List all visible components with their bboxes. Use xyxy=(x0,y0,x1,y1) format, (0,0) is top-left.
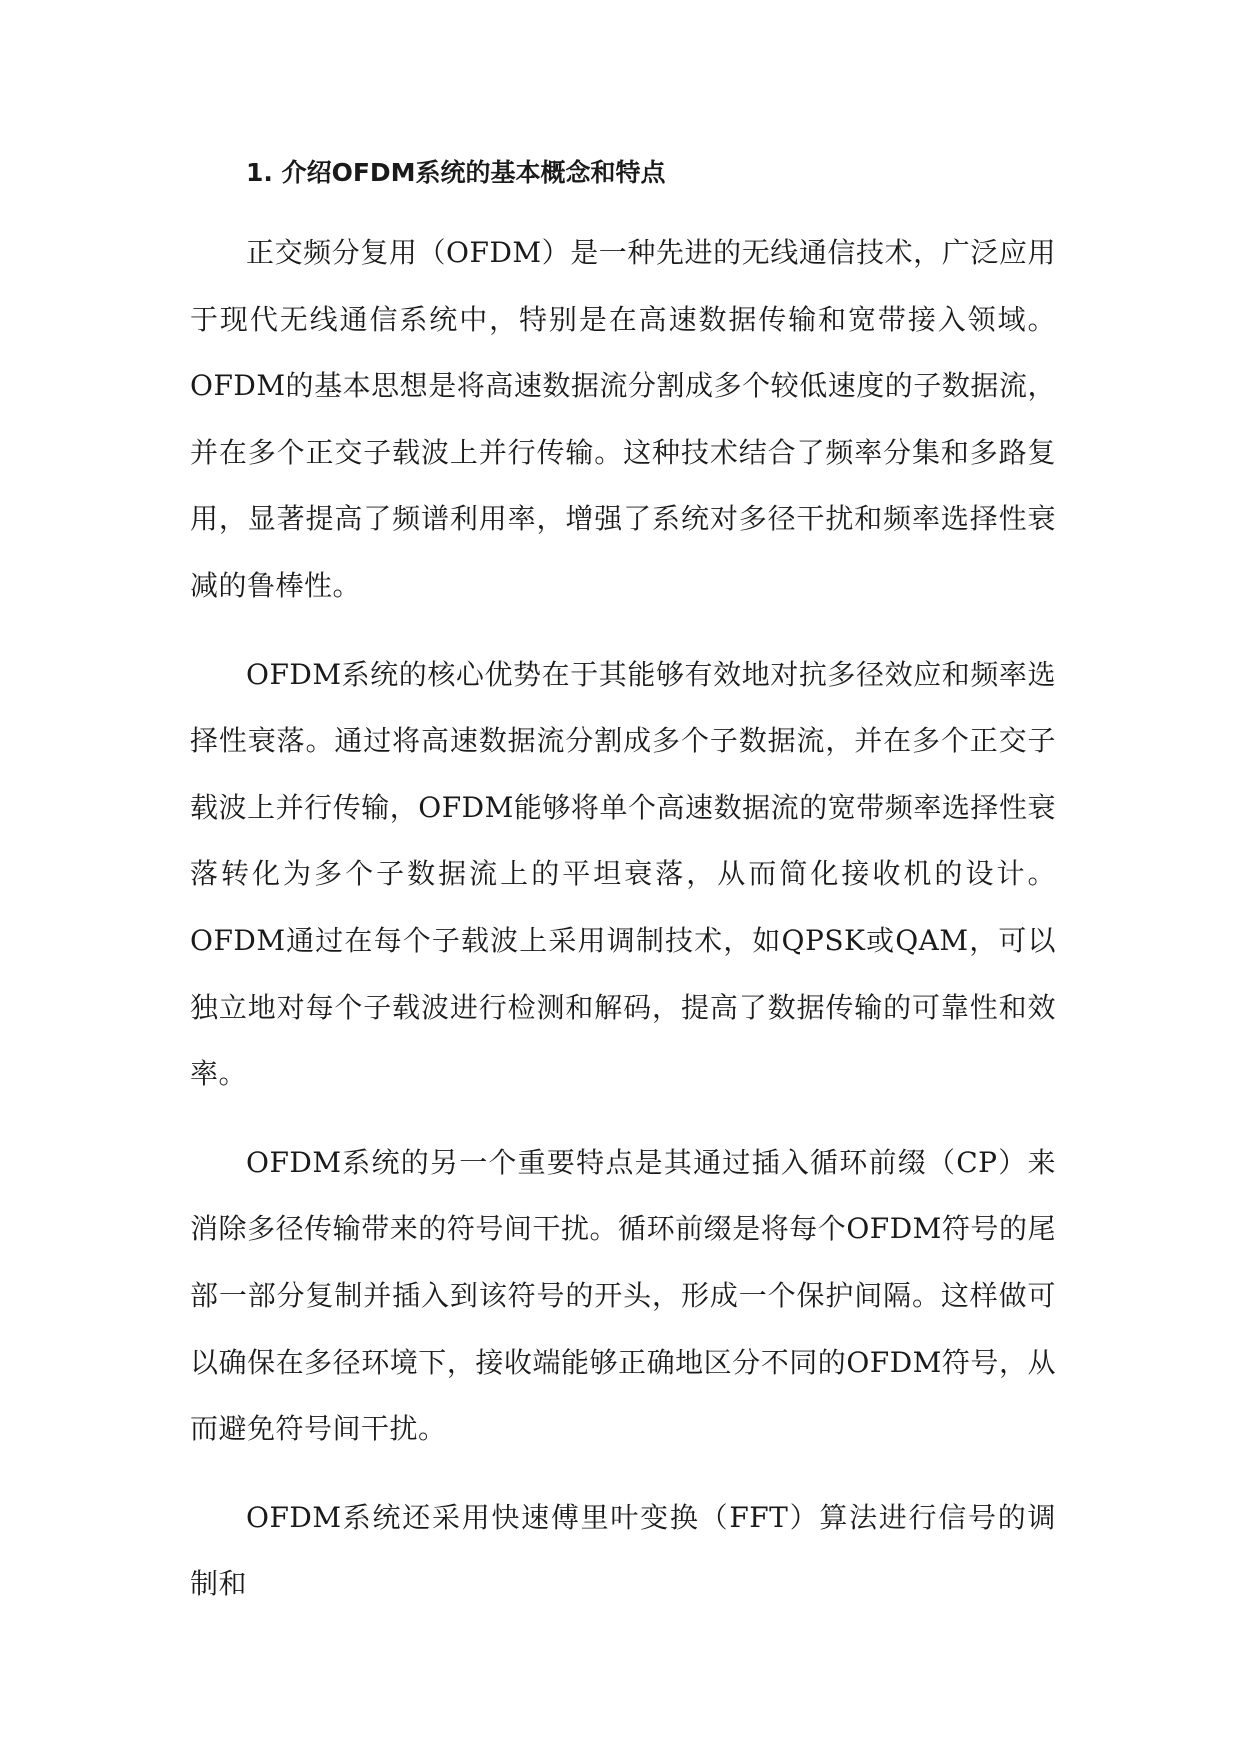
paragraph-fft: OFDM系统还采用快速傅里叶变换（FFT）算法进行信号的调制和 xyxy=(190,1500,1056,1601)
paragraph-ofdm-intro: 正交频分复用（OFDM）是一种先进的无线通信技术，广泛应用于现代无线通信系统中，特别是在高速数据传输和宽带接入领域。OFDM的基本思想是将高速数据流分割成多个较低速度的子数据流，并在多个正交子载波上并行传输。这种技术结合了频率分集和多路复用，显著提高了频谱利用率，增强了系统对多径干扰和频率选择性衰减的鲁棒性。 xyxy=(190,236,1056,602)
document-page xyxy=(190,148,1056,1618)
paragraph-cyclic-prefix: OFDM系统的另一个重要特点是其通过插入循环前缀（CP）来消除多径传输带来的符号间干扰。循环前缀是将每个OFDM符号的尾部一部分复制并插入到该符号的开头，形成一个保护间隔。这样做可以确保在多径环境下，接收端能够正确地区分不同的OFDM符号，从而避免符号间干扰。 xyxy=(190,1145,1056,1446)
paragraph-ofdm-advantages: OFDM系统的核心优势在于其能够有效地对抗多径效应和频率选择性衰落。通过将高速数据流分割成多个子数据流，并在多个正交子载波上并行传输，OFDM能够将单个高速数据流的宽带频率选择性衰落转化为多个子数据流上的平坦衰落，从而简化接收机的设计。OFDM通过在每个子载波上采用调制技术，如QPSK或QAM，可以独立地对每个子载波进行检测和解码，提高了数据传输的可靠性和效率。 xyxy=(190,657,1056,1091)
section-heading: 1. 介绍OFDM系统的基本概念和特点 xyxy=(246,158,666,187)
